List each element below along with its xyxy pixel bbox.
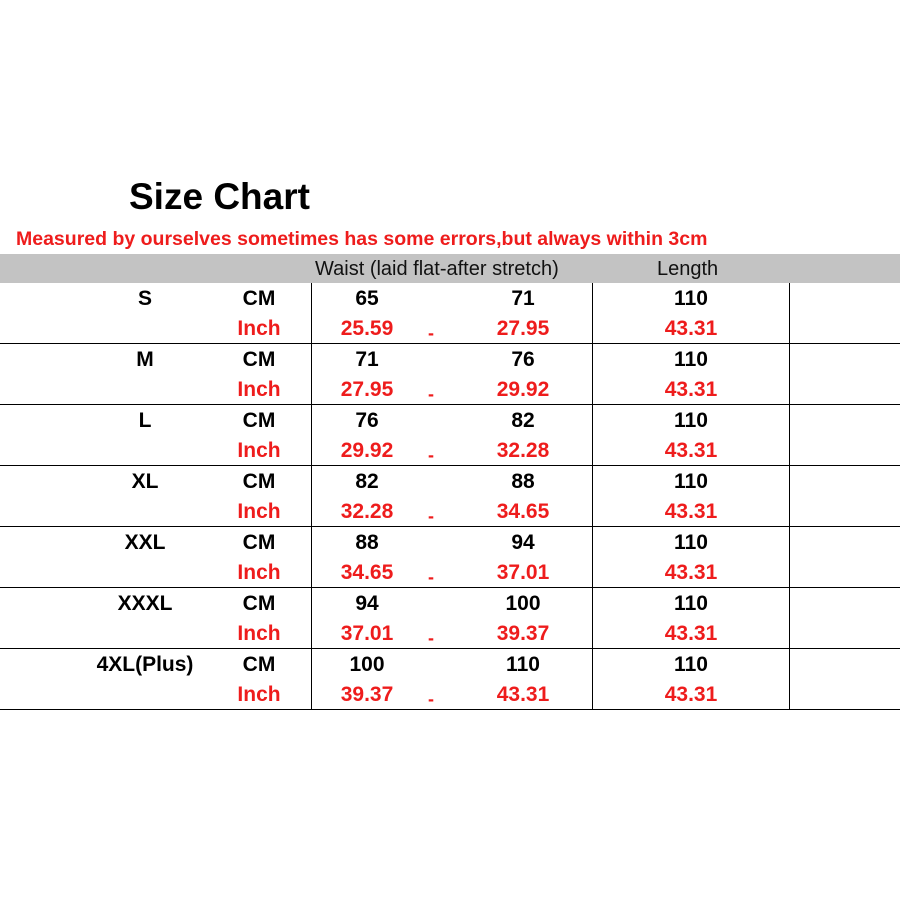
waist-max-cm: 100	[505, 592, 541, 615]
size-label: XXXL	[117, 592, 173, 615]
unit-inch: Inch	[237, 622, 281, 645]
waist-max-inch: 32.28	[496, 439, 550, 462]
waist-max-inch: 27.95	[496, 317, 550, 340]
measurement-note: Measured by ourselves sometimes has some errors,but always within 3cm	[16, 228, 708, 250]
waist-max-cm: 110	[506, 653, 540, 676]
length-cm: 110	[674, 531, 708, 554]
length-cm: 110	[674, 653, 708, 676]
unit-cm: CM	[242, 653, 276, 676]
size-row-xxl	[0, 527, 900, 588]
unit-inch: Inch	[237, 378, 281, 401]
unit-cm: CM	[242, 348, 276, 371]
unit-cm: CM	[242, 592, 276, 615]
header-waist: Waist (laid flat-after stretch)	[315, 258, 559, 280]
waist-max-cm: 88	[511, 470, 535, 493]
waist-min-cm: 88	[355, 531, 379, 554]
length-inch: 43.31	[664, 683, 718, 706]
waist-max-inch: 43.31	[496, 683, 550, 706]
length-inch: 43.31	[664, 622, 718, 645]
waist-max-cm: 82	[511, 409, 535, 432]
size-row-xxxl	[0, 588, 900, 649]
size-label: XL	[131, 470, 159, 493]
waist-min-inch: 25.59	[340, 317, 394, 340]
range-dash: -	[428, 445, 434, 465]
waist-max-inch: 39.37	[496, 622, 550, 645]
unit-inch: Inch	[237, 439, 281, 462]
size-label: S	[137, 287, 153, 310]
unit-cm: CM	[242, 287, 276, 310]
unit-inch: Inch	[237, 500, 281, 523]
waist-min-inch: 39.37	[340, 683, 394, 706]
range-dash: -	[428, 567, 434, 587]
waist-min-inch: 27.95	[340, 378, 394, 401]
waist-min-cm: 71	[355, 348, 379, 371]
header-length: Length	[657, 258, 719, 280]
length-inch: 43.31	[664, 439, 718, 462]
range-dash: -	[428, 506, 434, 526]
waist-min-inch: 29.92	[340, 439, 394, 462]
length-cm: 110	[674, 348, 708, 371]
range-dash: -	[428, 384, 434, 404]
length-inch: 43.31	[664, 500, 718, 523]
size-row-xl	[0, 466, 900, 527]
range-dash: -	[428, 323, 434, 343]
length-cm: 110	[674, 409, 708, 432]
size-label: XXL	[124, 531, 166, 554]
unit-cm: CM	[242, 409, 276, 432]
table-header	[0, 254, 900, 283]
size-label: 4XL(Plus)	[96, 653, 194, 676]
waist-min-cm: 100	[349, 653, 385, 676]
waist-min-inch: 34.65	[340, 561, 394, 584]
length-cm: 110	[674, 470, 708, 493]
waist-min-cm: 94	[355, 592, 379, 615]
size-label: L	[138, 409, 152, 432]
waist-min-inch: 37.01	[340, 622, 394, 645]
size-label: M	[136, 348, 154, 371]
unit-inch: Inch	[237, 561, 281, 584]
unit-inch: Inch	[237, 317, 281, 340]
length-inch: 43.31	[664, 561, 718, 584]
length-inch: 43.31	[664, 378, 718, 401]
range-dash: -	[428, 628, 434, 648]
size-row-4xl-plus	[0, 649, 900, 710]
unit-cm: CM	[242, 531, 276, 554]
waist-max-inch: 34.65	[496, 500, 550, 523]
unit-inch: Inch	[237, 683, 281, 706]
waist-max-inch: 29.92	[496, 378, 550, 401]
waist-min-cm: 65	[355, 287, 379, 310]
waist-max-cm: 94	[511, 531, 535, 554]
size-row-s	[0, 283, 900, 344]
size-table	[0, 283, 900, 710]
waist-min-cm: 76	[355, 409, 379, 432]
size-row-l	[0, 405, 900, 466]
length-cm: 110	[674, 592, 708, 615]
page-title: Size Chart	[129, 176, 310, 217]
waist-min-cm: 82	[355, 470, 379, 493]
waist-max-cm: 76	[511, 348, 535, 371]
waist-max-inch: 37.01	[496, 561, 550, 584]
waist-min-inch: 32.28	[340, 500, 394, 523]
waist-max-cm: 71	[511, 287, 535, 310]
size-row-m	[0, 344, 900, 405]
range-dash: -	[428, 689, 434, 709]
length-cm: 110	[674, 287, 708, 310]
length-inch: 43.31	[664, 317, 718, 340]
unit-cm: CM	[242, 470, 276, 493]
